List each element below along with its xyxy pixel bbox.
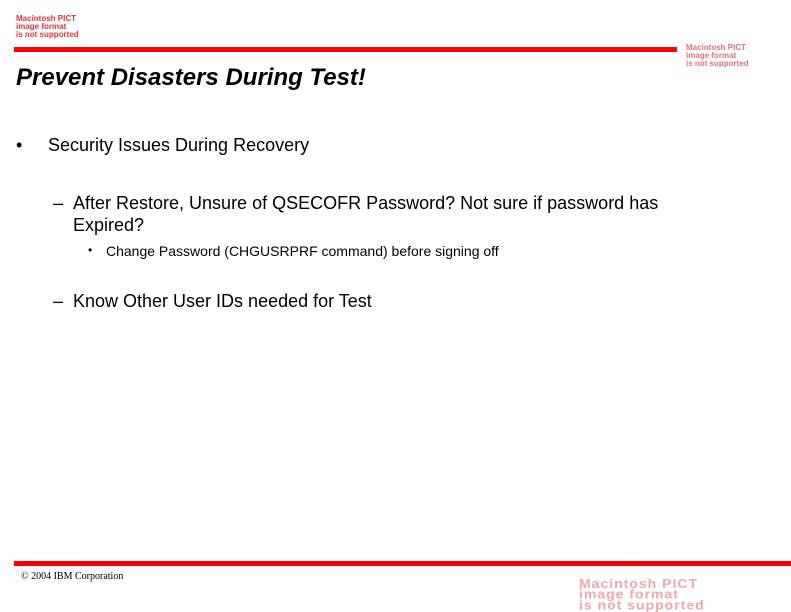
footer-divider bbox=[14, 561, 791, 566]
dash-marker: – bbox=[53, 193, 64, 213]
bullet-marker: • bbox=[88, 243, 93, 257]
slide-title: Prevent Disasters During Test! bbox=[16, 64, 366, 91]
bullet-text: Security Issues During Recovery bbox=[48, 135, 310, 155]
bullet-marker: • bbox=[16, 135, 23, 155]
title-divider bbox=[14, 47, 677, 52]
unsupported-image-placeholder-top-left: Macintosh PICT image format is not supported bbox=[16, 14, 79, 39]
sub-sub-bullet-text: Change Password (CHGUSRPRF command) before signing off bbox=[106, 243, 499, 259]
sub-bullet-text: Know Other User IDs needed for Test bbox=[73, 291, 372, 311]
sub-bullet-item bbox=[53, 290, 743, 314]
copyright-text: © 2004 IBM Corporation bbox=[21, 571, 124, 582]
sub-bullet-text: After Restore, Unsure of QSECOFR Password? Not sure if password has Expired? bbox=[73, 193, 659, 235]
unsupported-image-placeholder-top-right: Macintosh PICT image format is not supported bbox=[686, 43, 749, 68]
unsupported-image-placeholder-bottom-right: Macintosh PICT image format is not supported bbox=[579, 576, 705, 612]
sub-bullet-item bbox=[53, 192, 743, 240]
dash-marker: – bbox=[53, 291, 64, 311]
